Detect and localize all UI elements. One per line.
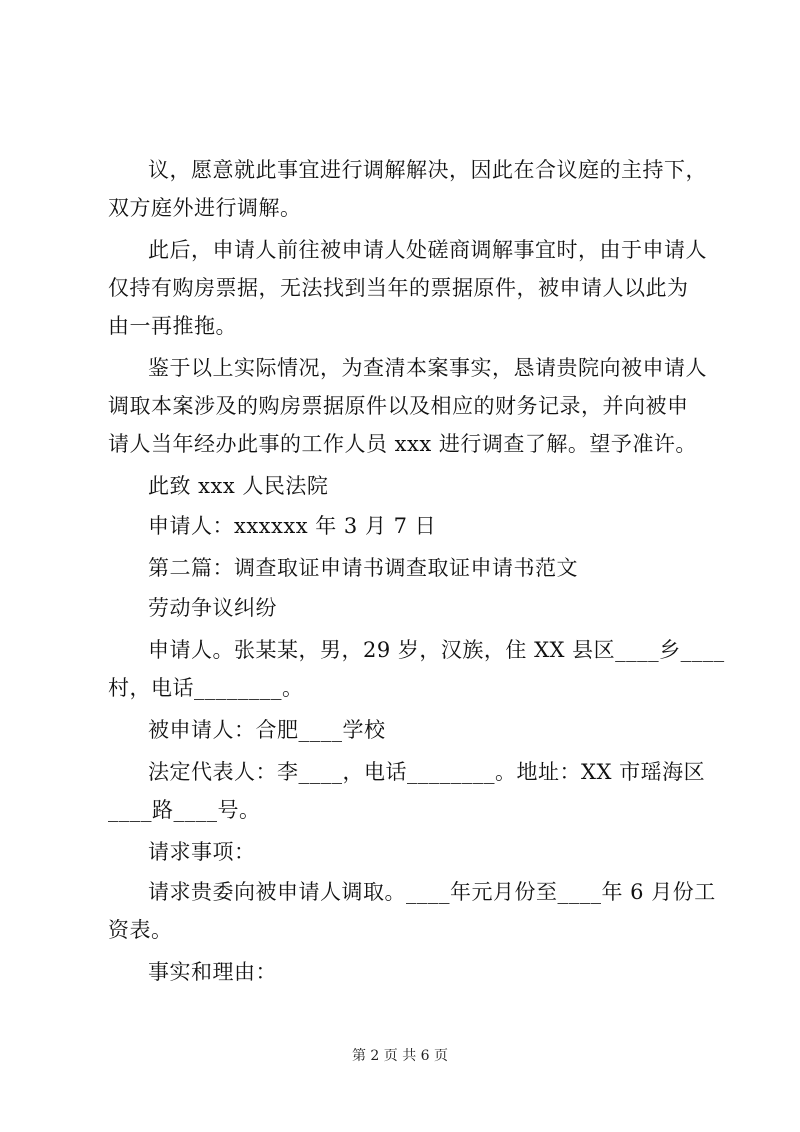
- respondent-line: 被申请人：合肥____学校: [148, 718, 386, 742]
- paragraph-3-line-2: 调取本案涉及的购房票据原件以及相应的财务记录，并向被申: [108, 394, 689, 418]
- applicant-line-2: 村，电话________。: [108, 676, 304, 700]
- facts-heading: 事实和理由：: [148, 960, 277, 984]
- request-line-2: 资表。: [108, 918, 173, 942]
- applicant-line-1: 申请人。张某某，男，29 岁，汉族，住 XX 县区____乡____: [148, 638, 725, 662]
- signature-date-line: 申请人：xxxxxx 年 3 月 7 日: [148, 514, 437, 538]
- paragraph-3-line-1: 鉴于以上实际情况，为查清本案事实，恳请贵院向被申请人: [148, 356, 707, 380]
- salutation-line: 此致 xxx 人民法院: [148, 474, 329, 498]
- section-heading: 第二篇：调查取证申请书调查取证申请书范文: [148, 556, 578, 580]
- legal-rep-line-1: 法定代表人：李____，电话________。地址：XX 市瑶海区: [148, 760, 706, 784]
- paragraph-1-line-1: 议，愿意就此事宜进行调解解决，因此在合议庭的主持下，: [148, 158, 707, 182]
- legal-rep-line-2: ____路____号。: [108, 798, 261, 822]
- paragraph-2-line-1: 此后，申请人前往被申请人处磋商调解事宜时，由于申请人: [148, 238, 707, 262]
- request-heading: 请求事项：: [148, 840, 256, 864]
- case-type-line: 劳动争议纠纷: [148, 596, 277, 620]
- paragraph-3-line-3: 请人当年经办此事的工作人员 xxx 进行调查了解。望予准许。: [108, 432, 697, 456]
- paragraph-2-line-2: 仅持有购房票据，无法找到当年的票据原件，被申请人以此为: [108, 276, 689, 300]
- paragraph-2-line-3: 由一再推拖。: [108, 314, 237, 338]
- request-line-1: 请求贵委向被申请人调取。____年元月份至____年 6 月份工: [148, 880, 716, 904]
- page-number-footer: 第 2 页 共 6 页: [351, 1048, 449, 1064]
- paragraph-1-line-2: 双方庭外进行调解。: [108, 196, 302, 220]
